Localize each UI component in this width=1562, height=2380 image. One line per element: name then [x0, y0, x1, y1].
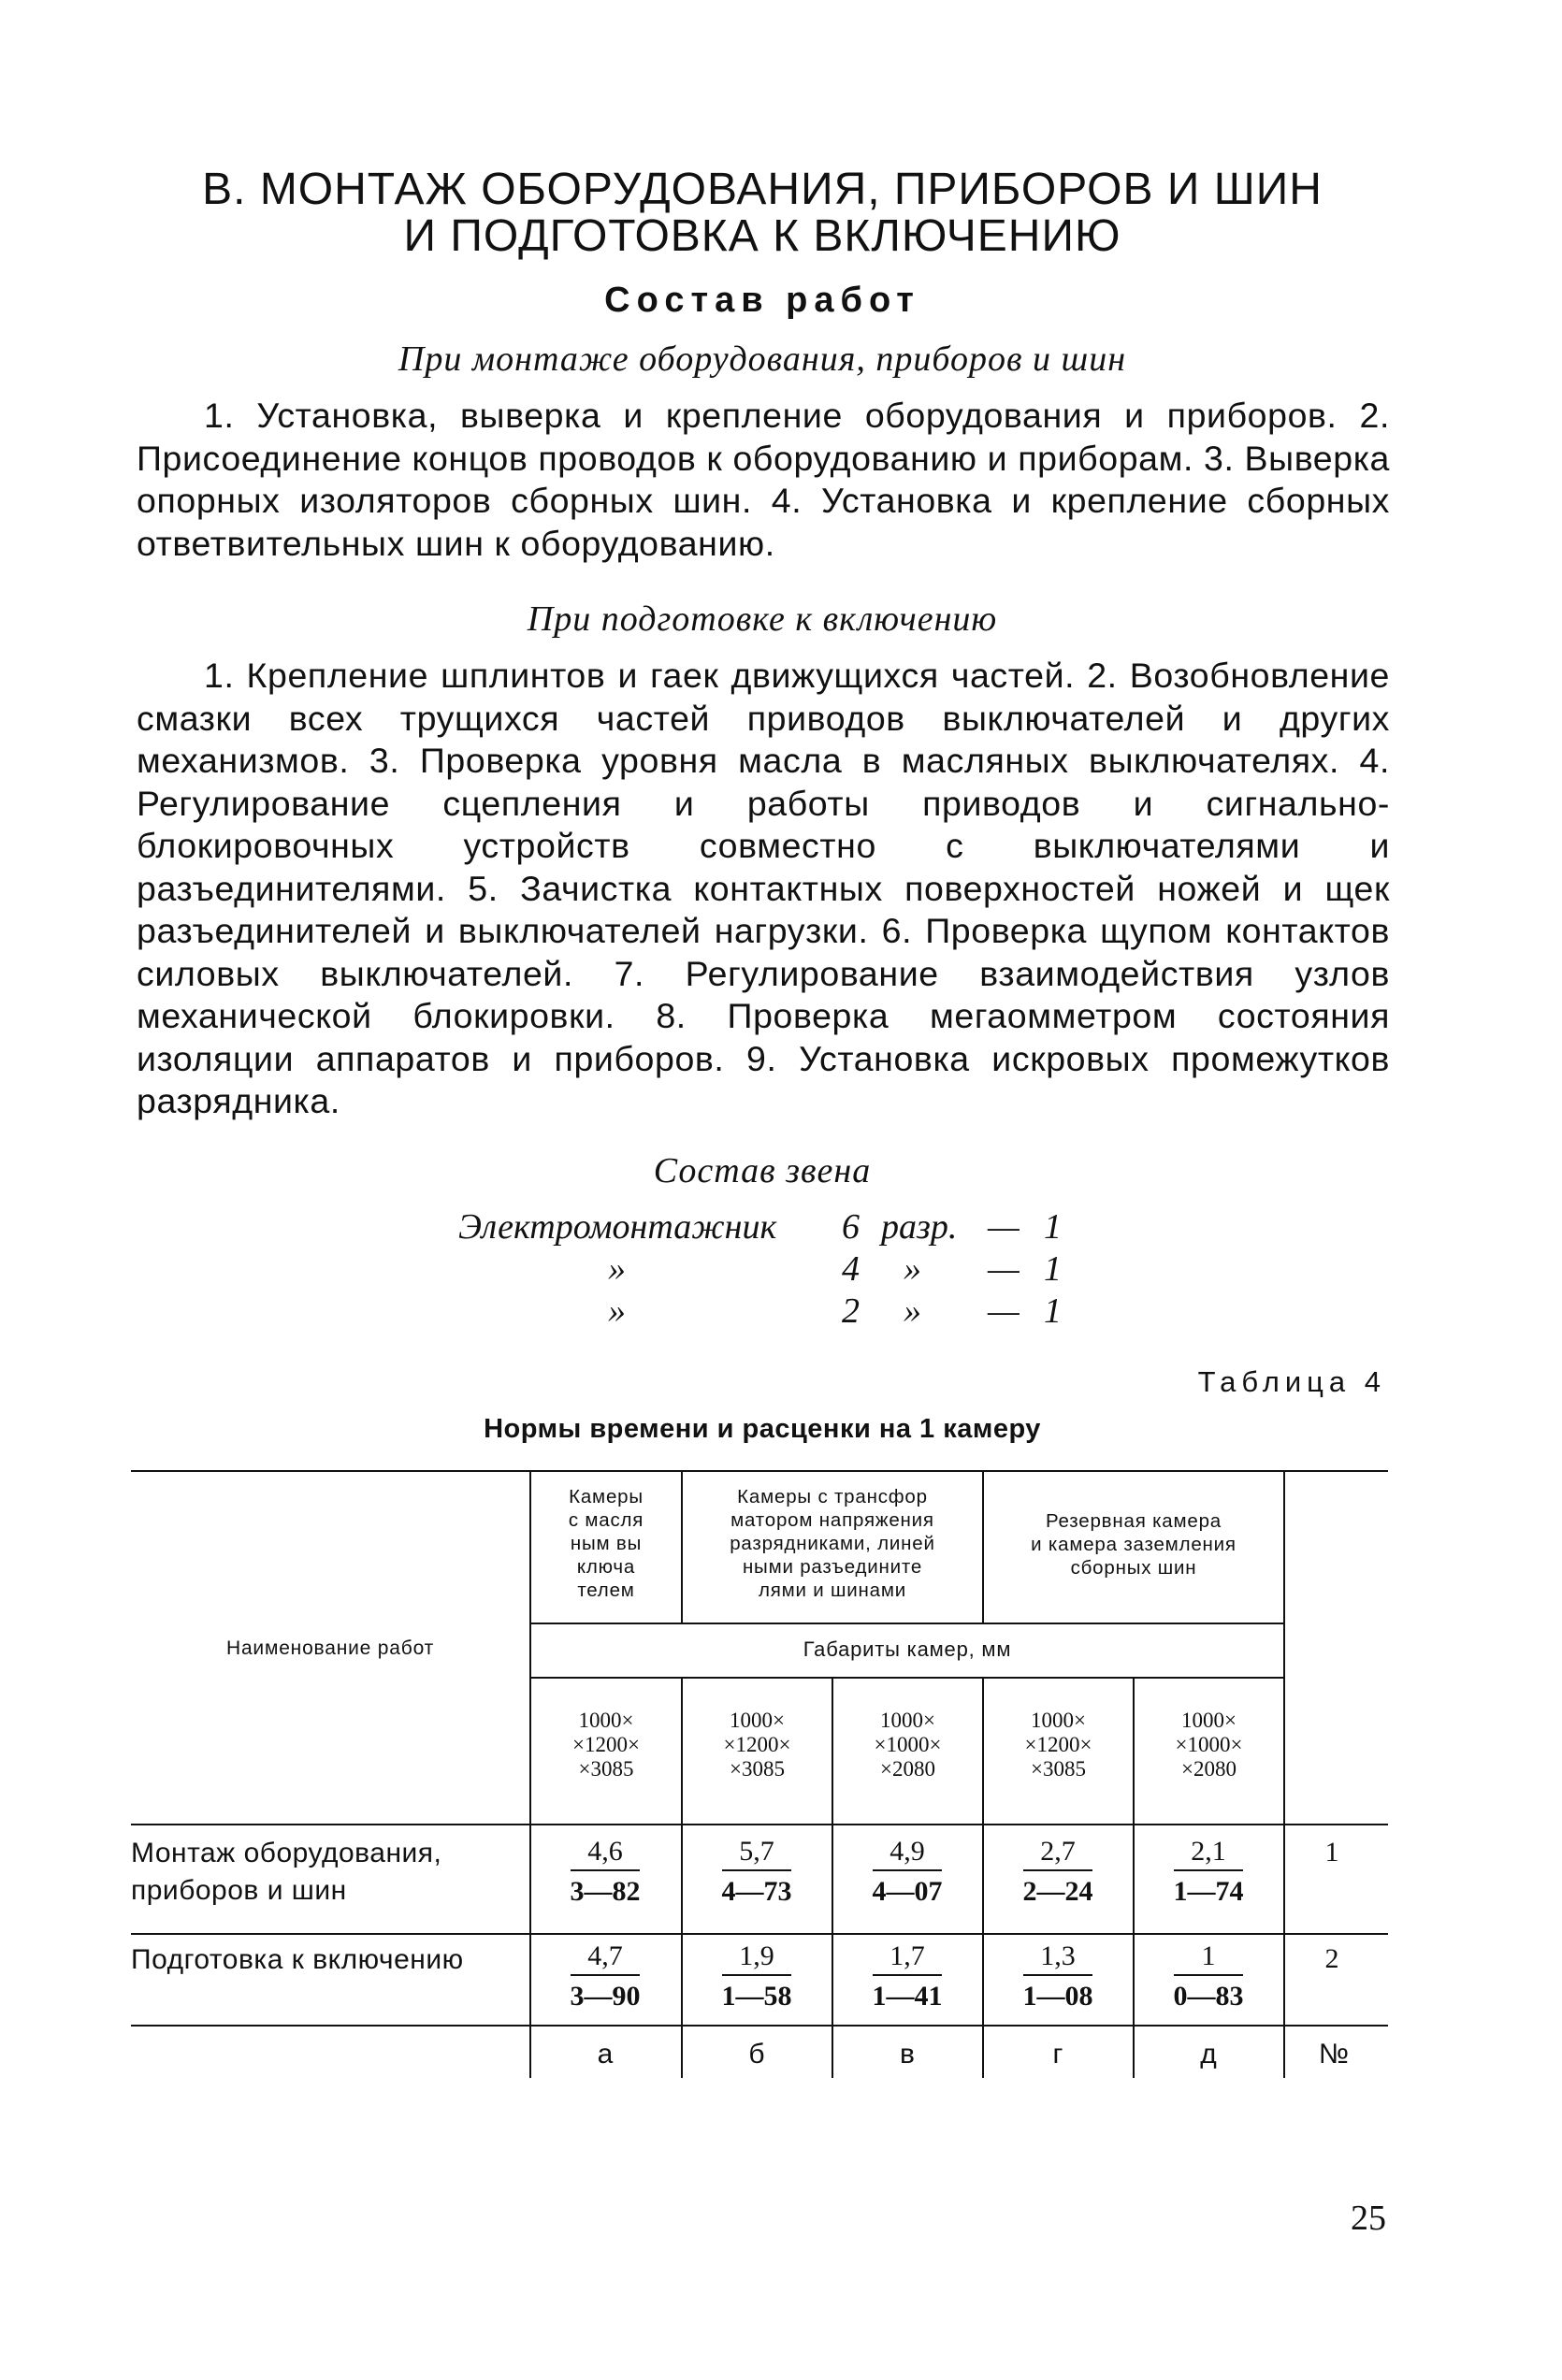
dim-line: 1000× [880, 1709, 935, 1732]
row-number: 2 [1324, 1943, 1339, 1974]
norm-cell [861, 1940, 954, 2012]
time-norm: 4,6 [587, 1836, 623, 1867]
norm-cell [861, 1835, 954, 1907]
header-line: матором напряжения [730, 1509, 934, 1531]
table-rule-header-bottom [131, 1824, 1388, 1825]
fraction-bar [873, 1869, 942, 1871]
price: 1—41 [872, 1981, 943, 2012]
time-norm: 4,7 [587, 1940, 623, 1971]
crew-grade: 4 [842, 1249, 860, 1289]
crew-unit: » [904, 1249, 921, 1289]
crew-name: » [608, 1249, 626, 1289]
heading-line-1: В. МОНТАЖ ОБОРУДОВАНИЯ, ПРИБОРОВ И ШИН [202, 165, 1323, 214]
header-line: Камеры [569, 1486, 644, 1507]
row-number: 1 [1324, 1837, 1339, 1868]
dims-cell-e [1135, 1709, 1283, 1781]
table-rule-row2 [131, 2025, 1388, 2027]
fraction-bar [722, 1869, 791, 1871]
crew-name: Электромонтажник [458, 1207, 777, 1247]
dim-line: ×3085 [730, 1757, 785, 1781]
column-letter: в [900, 2039, 915, 2070]
header-line: Камеры с трансфор [737, 1486, 928, 1507]
header-line: ными разъедините [742, 1556, 923, 1578]
price: 1—74 [1173, 1876, 1244, 1907]
table-rule-dims [529, 1677, 1285, 1679]
price: 0—83 [1173, 1981, 1244, 2012]
crew-grade: 6 [842, 1207, 860, 1247]
column-letter: г [1052, 2039, 1063, 2070]
dim-line: ×3085 [1031, 1757, 1086, 1781]
price: 4—73 [721, 1876, 792, 1907]
dim-line: ×3085 [578, 1757, 634, 1781]
group-header-reserve [984, 1509, 1283, 1579]
crew-title: Состав звена [653, 1151, 872, 1190]
dim-line: 1000× [730, 1709, 785, 1732]
fraction-bar [1174, 1869, 1243, 1871]
dim-line: ×1000× [1175, 1733, 1243, 1756]
fraction-bar [1174, 1974, 1243, 1976]
table-row-name [131, 1835, 524, 1910]
header-line: сборных шин [1070, 1557, 1197, 1579]
dim-line: 1000× [578, 1709, 634, 1732]
norm-cell [1011, 1835, 1105, 1907]
dim-line: ×1200× [723, 1733, 791, 1756]
section-heading [131, 166, 1394, 260]
dim-line: ×2080 [1181, 1757, 1237, 1781]
row-name-line: приборов и шин [131, 1875, 347, 1906]
header-line: с масля [568, 1509, 644, 1531]
norm-cell [710, 1940, 803, 2012]
page-number: 25 [1351, 2199, 1386, 2238]
price: 2—24 [1022, 1876, 1093, 1907]
price: 4—07 [872, 1876, 943, 1907]
norm-cell [558, 1835, 652, 1907]
dims-cell-c [833, 1709, 982, 1781]
dims-cell-a [531, 1709, 681, 1781]
table-rule-groups [529, 1623, 1285, 1624]
column-letter: а [597, 2039, 614, 2070]
price: 3—82 [570, 1876, 641, 1907]
price: 1—58 [721, 1981, 792, 2012]
time-norm: 2,1 [1191, 1836, 1226, 1867]
dim-line: ×1000× [874, 1733, 942, 1756]
table-col-divider [1283, 1470, 1285, 2078]
crew-grade: 2 [842, 1291, 860, 1331]
norm-cell [1162, 1940, 1255, 2012]
group-header-oil-switch [531, 1485, 681, 1602]
time-norm: 1,3 [1040, 1940, 1076, 1971]
number-column-header: № [1318, 2039, 1350, 2070]
time-norm: 5,7 [739, 1836, 774, 1867]
price: 1—08 [1022, 1981, 1093, 2012]
crew-count: 1 [1044, 1207, 1062, 1247]
header-line: Резервная камера [1045, 1510, 1222, 1532]
crew-dash: — [988, 1207, 1020, 1247]
dim-line: ×1200× [1024, 1733, 1092, 1756]
work-composition-title: Состав работ [604, 281, 920, 320]
norm-cell [1162, 1835, 1255, 1907]
time-norm: 1 [1201, 1940, 1216, 1971]
column-letter: б [748, 2039, 765, 2070]
crew-count: 1 [1044, 1249, 1062, 1289]
price: 3—90 [570, 1981, 641, 2012]
dim-line: ×1200× [572, 1733, 640, 1756]
row-name-line: Монтаж оборудования, [131, 1838, 442, 1868]
dim-line: 1000× [1181, 1709, 1237, 1732]
crew-list [0, 1206, 1562, 1337]
crew-unit: » [904, 1291, 921, 1331]
table-row-name [131, 1941, 524, 1979]
header-line: ным вы [570, 1533, 643, 1554]
heading-line-2: И ПОДГОТОВКА К ВКЛЮЧЕНИЮ [403, 211, 1121, 261]
time-norm: 1,7 [889, 1940, 925, 1971]
dim-line: 1000× [1031, 1709, 1086, 1732]
norm-cell [558, 1940, 652, 2012]
header-line: ключа [576, 1556, 636, 1578]
time-norm: 1,9 [739, 1940, 774, 1971]
table-rule-row1 [131, 1933, 1388, 1935]
time-norm: 2,7 [1040, 1836, 1076, 1867]
header-line: и камера заземления [1031, 1534, 1237, 1555]
dims-header: Габариты камер, мм [803, 1637, 1012, 1661]
dims-cell-b [683, 1709, 832, 1781]
crew-dash: — [988, 1291, 1020, 1331]
fraction-bar [1023, 1974, 1092, 1976]
fraction-bar [1023, 1869, 1092, 1871]
section2-title: При подготовке к включению [527, 599, 998, 639]
fraction-bar [571, 1974, 640, 1976]
section2-text: 1. Крепление шплинтов и гаек движущихся частей. 2. Возобновление смазки всех трущихся частей приводов выключателей и других механизмов. 3. Проверка уровня масла в масляных выключателях. 4. Регулирование сцепления и работы приводов и сигнально-блокировочных устройств совместно с выключателями и разъединителями. 5. Зачистка контактных поверхностей ножей и щек разъединителей и выключателей нагрузки. 6. Проверка щупом контактов силовых выключателей. 7. Регулирование взаимодействия узлов механической блокировки. 8. Проверка мегаомметром состояния изоляции аппаратов и приборов. 9. Установка искровых промежутков разрядника. [137, 656, 1390, 1120]
fraction-bar [873, 1974, 942, 1976]
group-header-transformer [683, 1485, 982, 1602]
table-title: Нормы времени и расценки на 1 камеру [484, 1414, 1041, 1444]
norm-cell [1011, 1940, 1105, 2012]
row-name-line: Подготовка к включению [131, 1944, 464, 1975]
table-caption: Таблица 4 [1197, 1365, 1386, 1398]
time-norm: 4,9 [889, 1836, 925, 1867]
table-rule-top [131, 1470, 1388, 1472]
fraction-bar [571, 1869, 640, 1871]
col-name-header: Наименование работ [225, 1637, 435, 1659]
crew-unit: разр. [881, 1207, 958, 1247]
header-line: разрядниками, линей [730, 1533, 935, 1554]
column-letter: д [1200, 2039, 1217, 2070]
norm-cell [710, 1835, 803, 1907]
section1-text: 1. Установка, выверка и крепление оборудования и приборов. 2. Присоединение концов проводов к оборудованию и приборам. 3. Выверка опорных изоляторов сборных шин. 4. Установка и крепление сборных ответвительных шин к оборудованию. [137, 396, 1390, 563]
fraction-bar [722, 1974, 791, 1976]
crew-dash: — [988, 1249, 1020, 1289]
crew-count: 1 [1044, 1291, 1062, 1331]
dims-cell-d [984, 1709, 1133, 1781]
header-line: лями и шинами [758, 1579, 906, 1601]
header-line: телем [577, 1579, 635, 1601]
crew-name: » [608, 1291, 626, 1331]
section1-title: При монтаже оборудования, приборов и шин [398, 339, 1127, 379]
dim-line: ×2080 [880, 1757, 935, 1781]
